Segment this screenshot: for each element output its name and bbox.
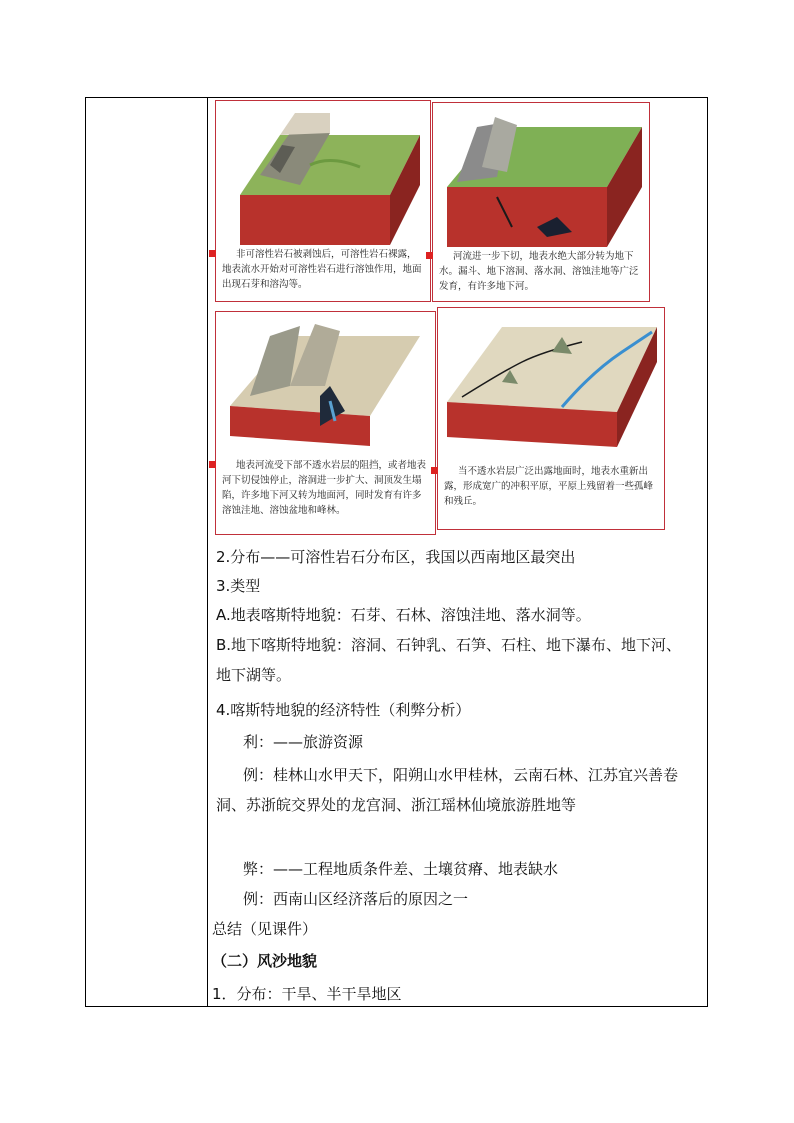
- aeolian-heading: （二）风沙地貌: [212, 952, 318, 970]
- karst-stage-1-figure: [215, 100, 431, 302]
- figure-caption: 当不透水岩层广泛出露地面时，地表水重新出露，形成宽广的冲积平原，平原上残留着一些孤峰和残丘。: [444, 464, 658, 509]
- karst-stage-3-figure: [215, 311, 436, 535]
- distribution-line: 2.分布——可溶性岩石分布区，我国以西南地区最突出: [216, 548, 576, 566]
- karst-stage-2-figure: [432, 102, 650, 302]
- karst-stage-2-illustration: [437, 107, 645, 247]
- advantage-line: 利：——旅游资源: [243, 733, 364, 751]
- underground-karst-line: B.地下喀斯特地貌：溶洞、石钟乳、石笋、石柱、地下瀑布、地下河、: [216, 636, 682, 654]
- types-heading: 3.类型: [216, 577, 261, 595]
- figure-caption: 地表河流受下部不透水岩层的阻挡，或者地表河下切侵蚀停止，溶洞进一步扩大、洞顶发生塌陷，许多地下河又转为地面河，同时发育有许多溶蚀洼地、溶蚀盆地和峰林。: [222, 458, 429, 518]
- economic-heading: 4.喀斯特地貌的经济特性（利弊分析）: [216, 701, 471, 719]
- disadvantage-example-line: 例：西南山区经济落后的原因之一: [243, 890, 469, 908]
- figure-caption: 非可溶性岩石被剥蚀后，可溶性岩石裸露，地表流水开始对可溶性岩石进行溶蚀作用，地面出现石芽和溶沟等。: [222, 247, 424, 292]
- karst-stage-1-illustration: [220, 105, 426, 245]
- karst-stage-4-figure: [437, 307, 665, 530]
- underground-karst-line-cont: 地下湖等。: [216, 666, 292, 684]
- surface-karst-line: A.地表喀斯特地貌：石芽、石林、溶蚀洼地、落水洞等。: [216, 606, 591, 624]
- disadvantage-line: 弊：——工程地质条件差、土壤贫瘠、地表缺水: [243, 860, 559, 878]
- figure-caption: 河流进一步下切，地表水绝大部分转为地下水。漏斗、地下溶洞、落水洞、溶蚀洼地等广泛发育，有许多地下河。: [439, 249, 643, 294]
- aeolian-distribution-line: 1．分布：干旱、半干旱地区: [212, 985, 402, 1003]
- karst-stage-4-illustration: [442, 312, 660, 462]
- advantage-example-line: 例：桂林山水甲天下，阳朔山水甲桂林，云南石林、江苏宜兴善卷: [243, 766, 679, 784]
- summary-line: 总结（见课件）: [212, 920, 318, 938]
- karst-stage-3-illustration: [220, 316, 431, 456]
- column-divider: [207, 98, 208, 1006]
- advantage-example-line-cont: 洞、苏浙皖交界处的龙宫洞、浙江瑶林仙境旅游胜地等: [216, 796, 577, 814]
